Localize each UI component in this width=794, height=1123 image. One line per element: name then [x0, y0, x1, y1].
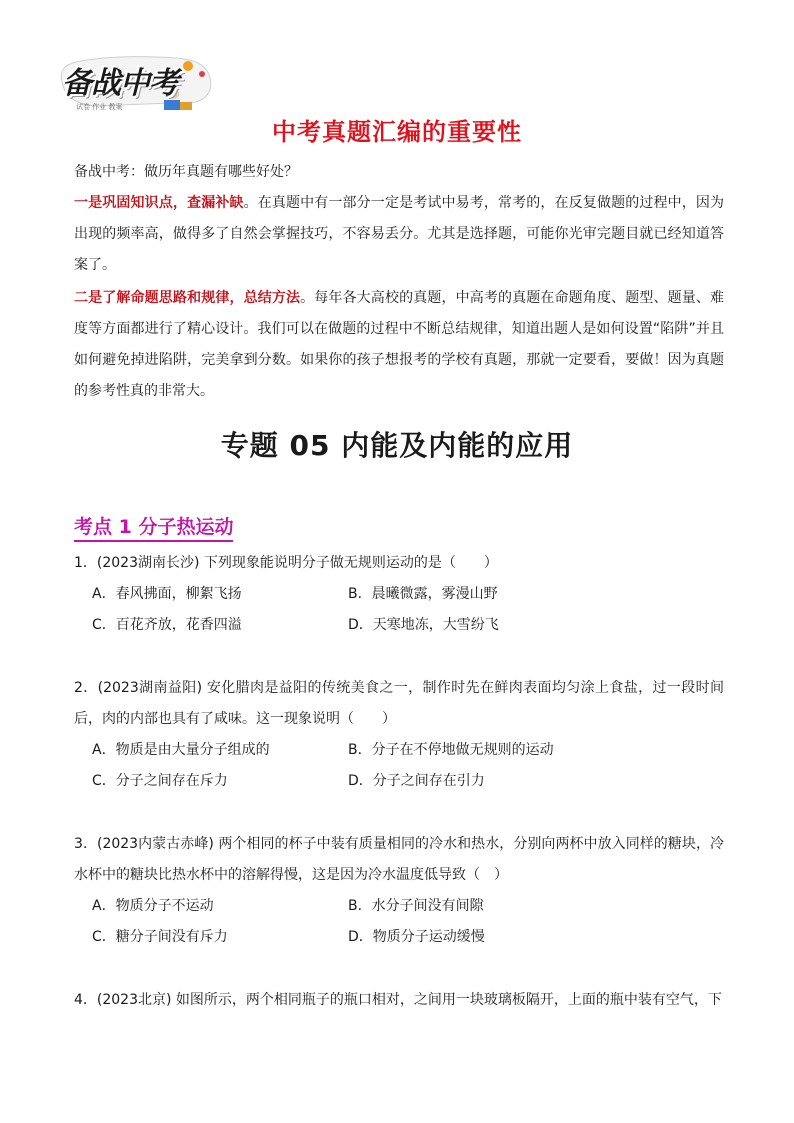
option-a: A．春风拂面，柳絮飞扬: [92, 586, 242, 602]
question-3: [74, 829, 724, 953]
option-a: A．物质分子不运动: [92, 898, 214, 914]
benefit-highlight-2: 二是了解命题思路和规律，总结方法: [74, 290, 301, 306]
question-1: [74, 548, 724, 641]
logo-text: 备战中考: [62, 66, 178, 101]
option-a: A．物质是由大量分子组成的: [92, 742, 270, 758]
topic-title: 专题 05 内能及内能的应用: [220, 429, 574, 462]
benefit-highlight-1: 一是巩固知识点，查漏补缺: [74, 195, 244, 211]
option-c: C．糖分子间没有斥力: [92, 929, 228, 945]
question-stem: 1．(2023湖南长沙) 下列现象能说明分子做无规则运动的是（ ）: [74, 555, 498, 571]
benefit-text-1: 。在真题中有一部分一定是考试中易考，常考的，在反复做题的过程中，因为出现的频率高，做得多了自然会掌握技巧，不容易丢分。尤其是选择题，可能你光审完题目就已经知道答案了。: [74, 195, 725, 273]
option-c: C．百花齐放，花香四溢: [92, 617, 242, 633]
question-stem: 4．(2023北京) 如图所示，两个相同瓶子的瓶口相对，之间用一块玻璃板隔开，上面的瓶中装有空气，下: [74, 992, 722, 1008]
option-b: B．晨曦微露，雾漫山野: [348, 586, 498, 602]
page-title: 中考真题汇编的重要性: [272, 118, 522, 146]
question-stem: 2．(2023湖南益阳) 安化腊肉是益阳的传统美食之一，制作时先在鲜肉表面均匀涂上食盐，过一段时间后，肉的内部也具有了咸味。这一现象说明（ ）: [74, 680, 724, 727]
question-4: [74, 985, 724, 1016]
option-d: D．天寒地冻，大雪纷飞: [348, 617, 499, 633]
benefit-paragraph-1: [74, 188, 724, 281]
intro-text: 备战中考：做历年真题有哪些好处？: [74, 164, 298, 180]
option-d: D．分子之间存在引力: [348, 773, 485, 789]
option-c: C．分子之间存在斥力: [92, 773, 228, 789]
option-b: B．分子在不停地做无规则的运动: [348, 742, 554, 758]
question-stem: 3．(2023内蒙古赤峰) 两个相同的杯子中装有质量相同的冷水和热水，分别向两杯中放入同样的糖块，冷水杯中的糖块比热水杯中的溶解得慢，这是因为冷水温度低导致（ ）: [74, 836, 724, 883]
logo-subtitle: 试卷 作业 教案: [76, 103, 123, 111]
option-b: B．水分子间没有间隙: [348, 898, 484, 914]
option-d: D．物质分子运动缓慢: [348, 929, 485, 945]
question-2: [74, 673, 724, 797]
benefit-paragraph-2: [74, 283, 724, 407]
benefit-text-2: 。每年各大高校的真题，中高考的真题在命题角度、题型、题量、难度等方面都进行了精心设计。我们可以在做题的过程中不断总结规律，知道出题人是如何设置“陷阱”并且如何避免掉进陷阱，完美拿到分数。如果你的孩子想报考的学校有真题，那就一定要看，要做！因为真题的参考性真的非常大。: [74, 290, 725, 399]
section-heading: 考点 1 分子热运动: [74, 512, 233, 542]
